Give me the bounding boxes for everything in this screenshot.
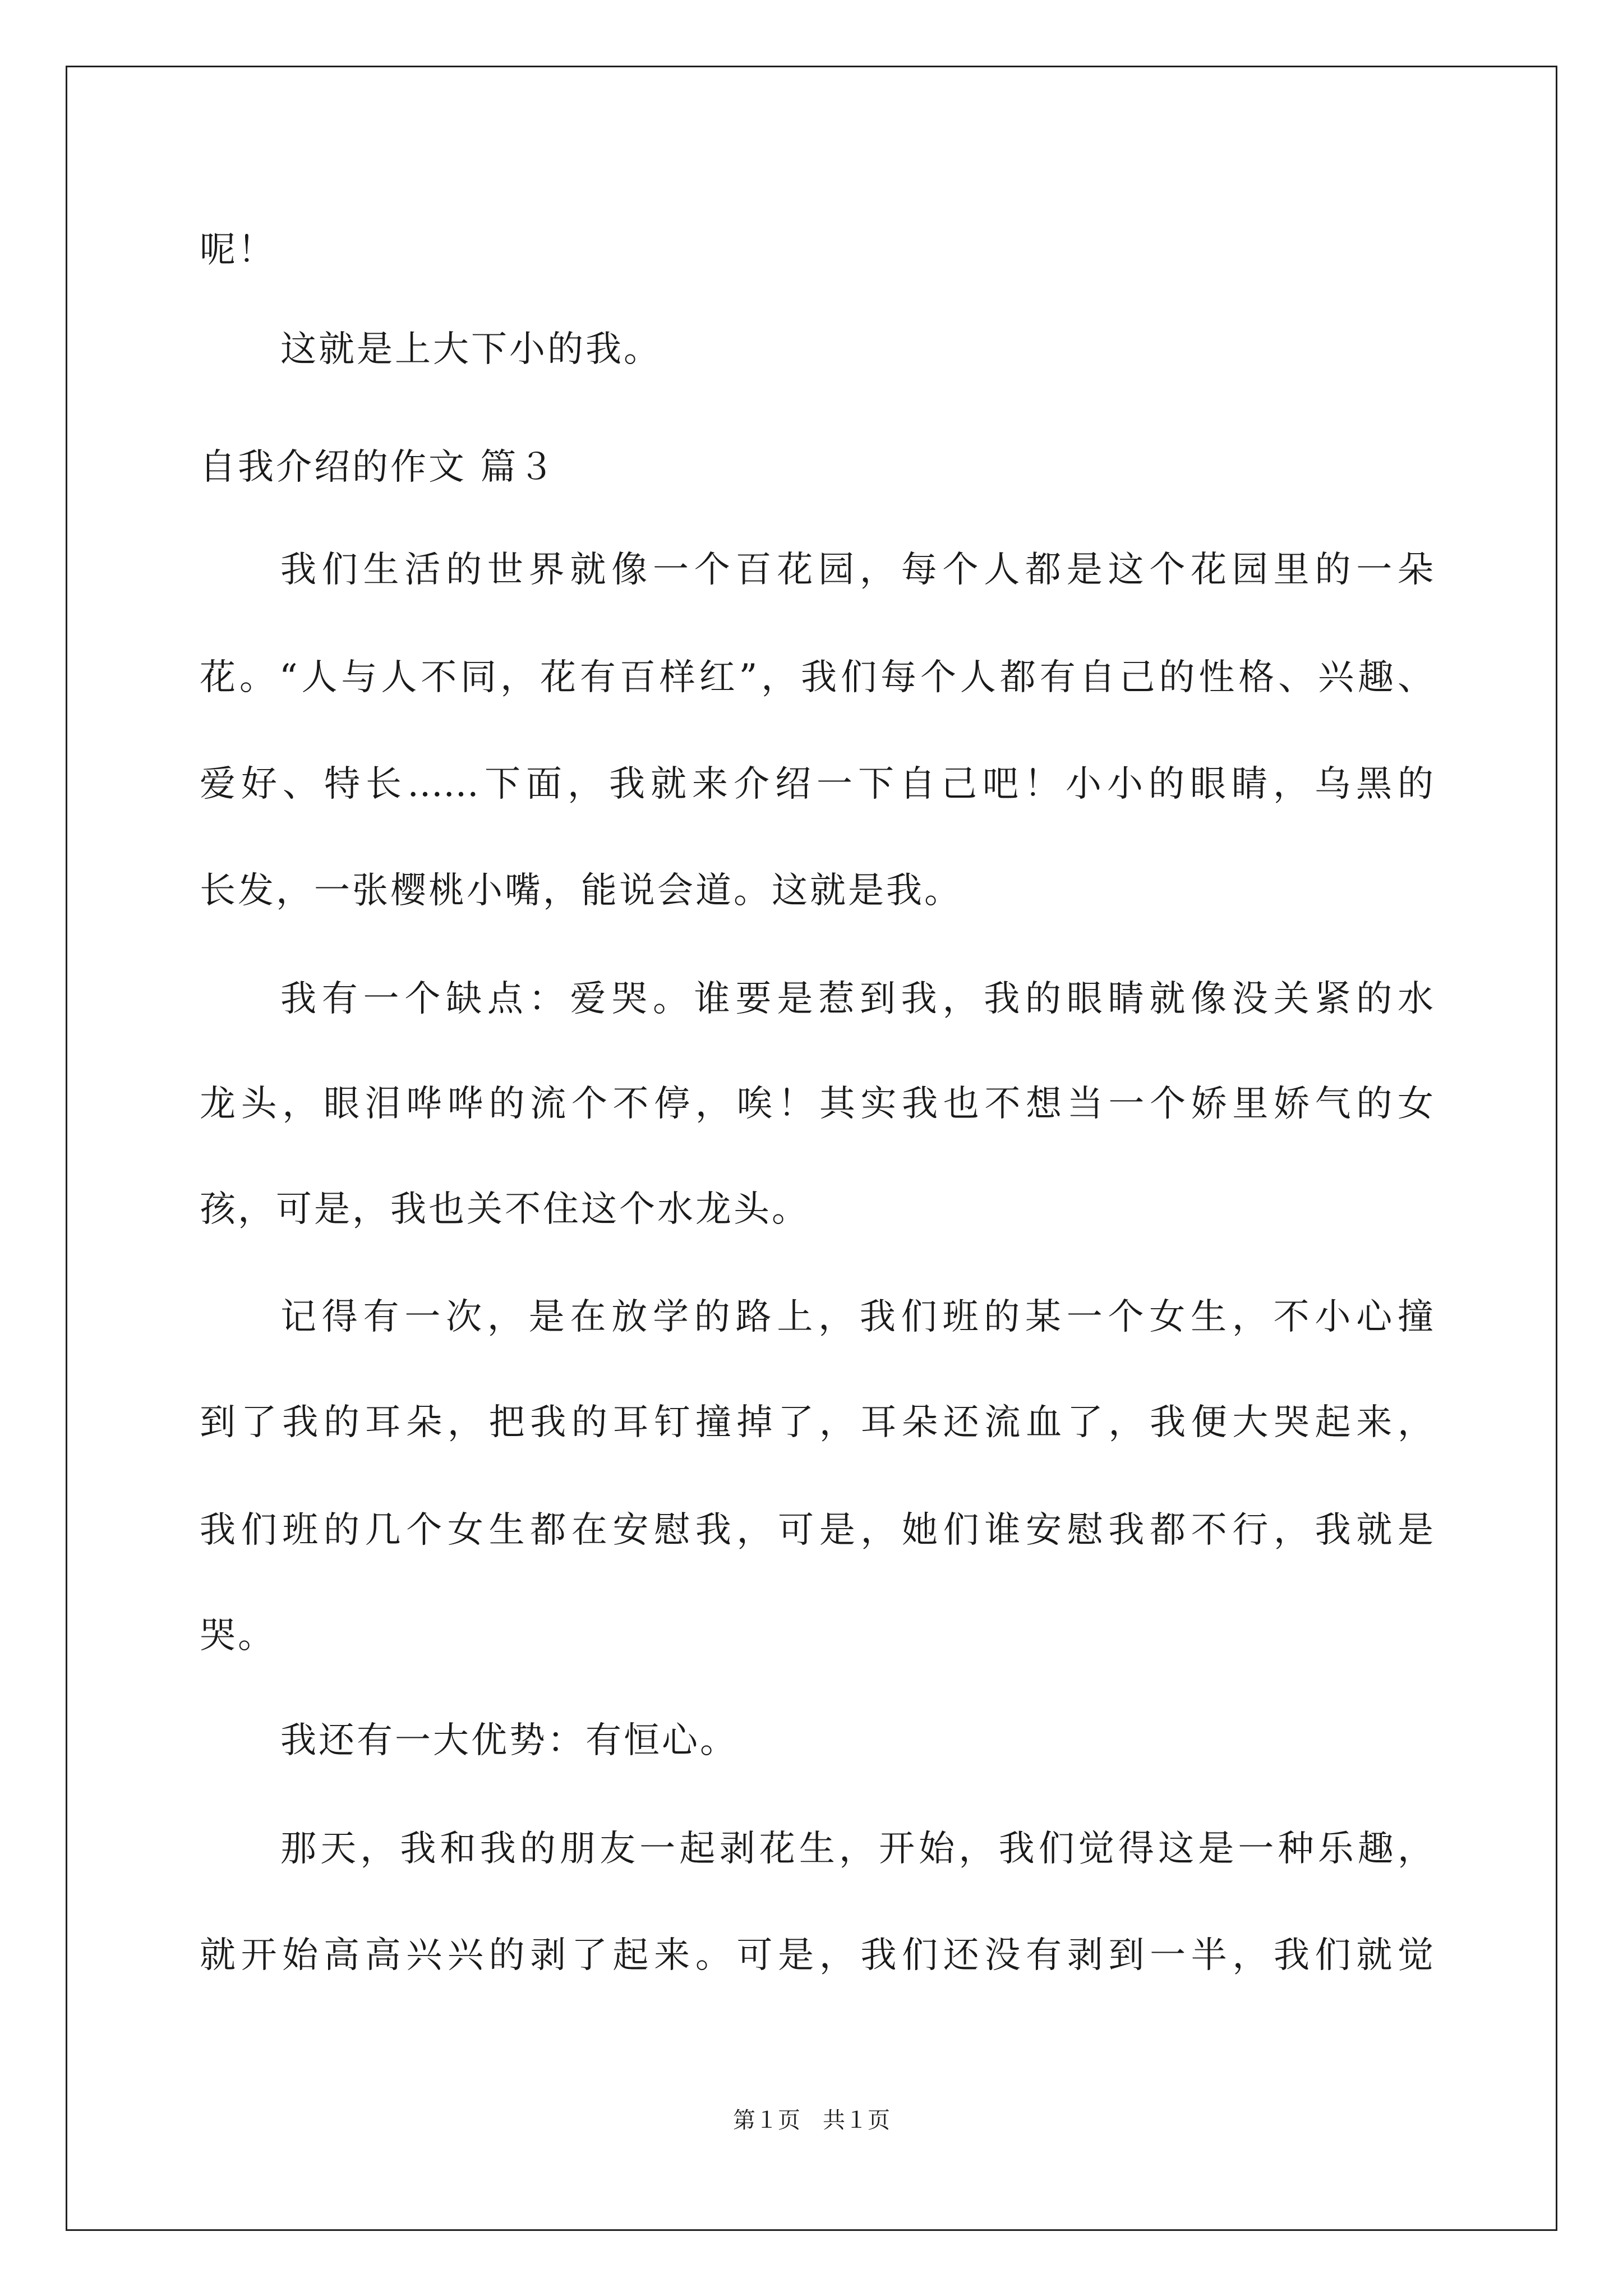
paragraph-line: 记得有一次，是在放学的路上，我们班的某一个女生，不小心撞 (280, 1296, 1433, 1338)
paragraph-line: 呢！ (200, 229, 276, 271)
paragraph-line: 孩，可是，我也关不住这个水龙头。 (200, 1189, 810, 1230)
paragraph-line: 长发，一张樱桃小嘴，能说会道。这就是我。 (200, 870, 962, 912)
page-border (66, 66, 1557, 2231)
paragraph-line: 哭。 (200, 1615, 276, 1657)
paragraph-line: 那天，我和我的朋友一起剥花生，开始，我们觉得这是一种乐趣， (280, 1828, 1433, 1870)
paragraph-line: 这就是上大下小的我。 (280, 329, 662, 370)
paragraph-line: 我们班的几个女生都在安慰我，可是，她们谁安慰我都不行，我就是 (200, 1510, 1433, 1551)
section-heading: 自我介绍的作文 篇３ (200, 447, 557, 488)
paragraph-line: 我有一个缺点：爱哭。谁要是惹到我，我的眼睛就像没关紧的水 (280, 978, 1433, 1020)
page-number-footer: 第１页 共１页 (733, 2108, 890, 2133)
paragraph-line: 龙头，眼泪哗哗的流个不停，唉！其实我也不想当一个娇里娇气的女 (200, 1083, 1433, 1125)
paragraph-line: 花。“人与人不同，花有百样红”，我们每个人都有自己的性格、兴趣、 (200, 657, 1433, 698)
paragraph-line: 到了我的耳朵，把我的耳钉撞掉了，耳朵还流血了，我便大哭起来， (200, 1402, 1433, 1443)
paragraph-line: 就开始高高兴兴的剥了起来。可是，我们还没有剥到一半，我们就觉 (200, 1935, 1433, 1976)
paragraph-line: 爱好、特长……下面，我就来介绍一下自己吧！小小的眼睛，乌黑的 (200, 763, 1433, 805)
paragraph-line: 我还有一大优势：有恒心。 (280, 1720, 738, 1761)
paragraph-line: 我们生活的世界就像一个百花园，每个人都是这个花园里的一朵 (280, 549, 1433, 591)
